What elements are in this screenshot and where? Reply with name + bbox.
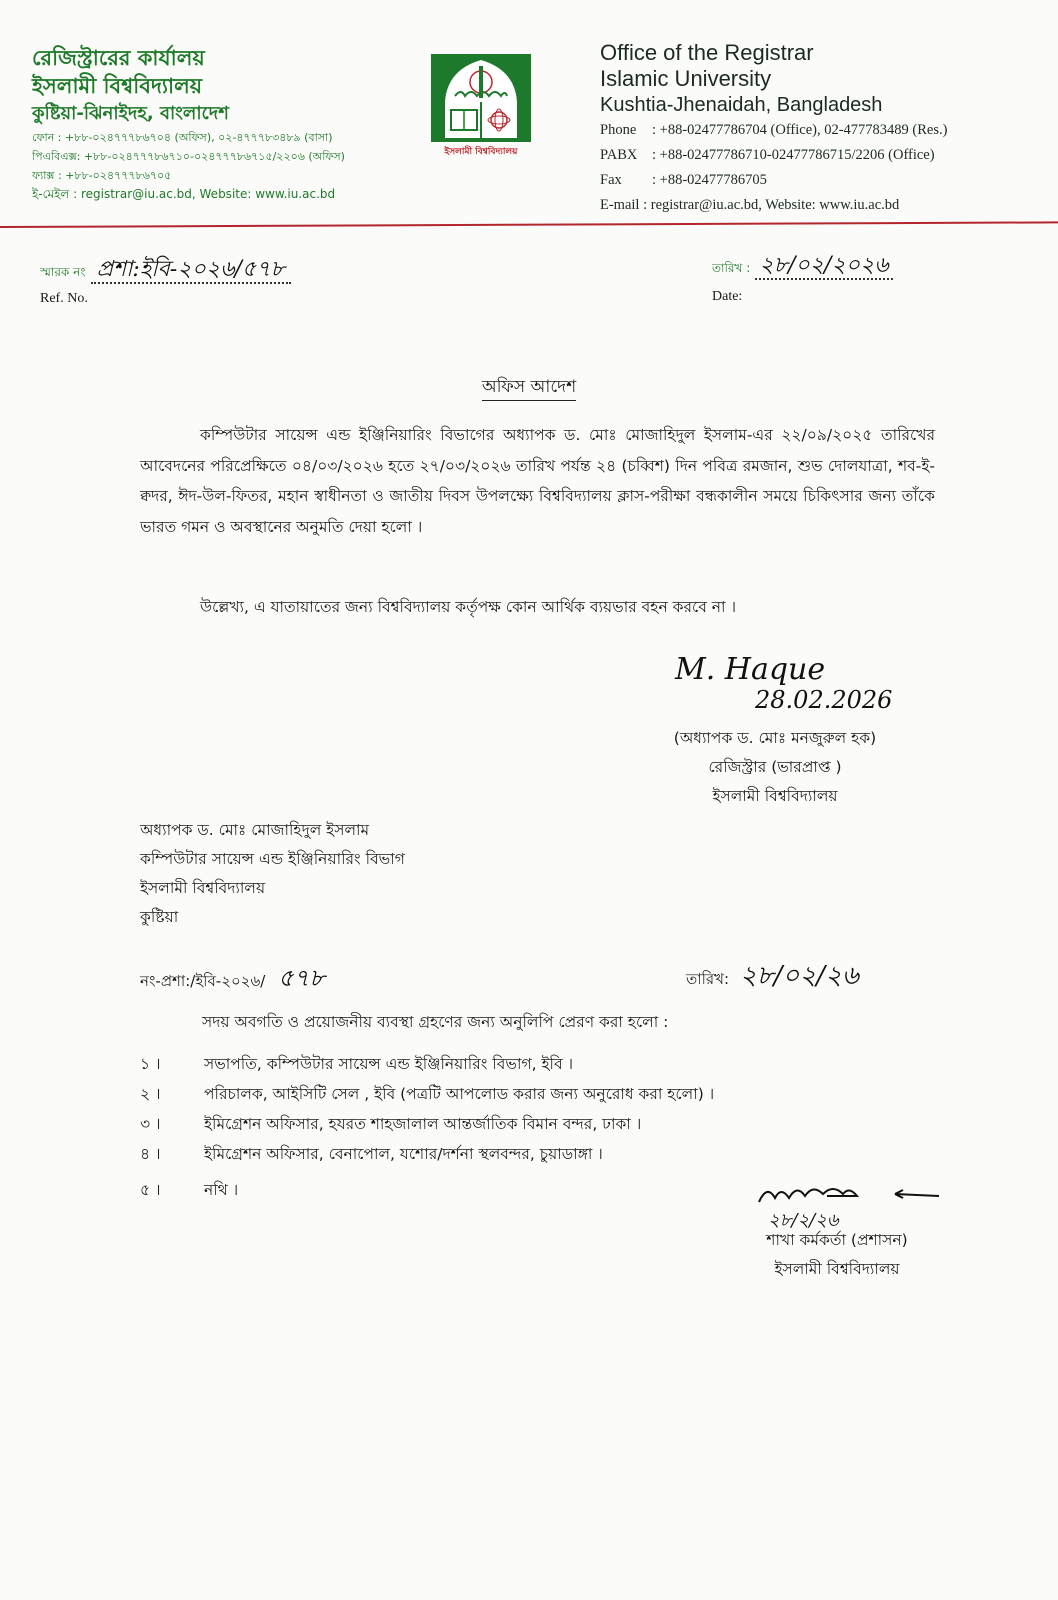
list-item bbox=[140, 1082, 714, 1108]
copy-intro: সদয় অবগতি ও প্রয়োজনীয় ব্যবস্থা গ্রহণের জন্য অনুলিপি প্রেরণ করা হলো : bbox=[202, 1013, 669, 1031]
list-item-text: সভাপতি, কম্পিউটার সায়েন্স এন্ড ইঞ্জিনিয়ারিং বিভাগ, ইবি । bbox=[204, 1055, 574, 1073]
body-paragraph-2: উল্লেখ্য, এ যাতায়াতের জন্য বিশ্ববিদ্যালয় কর্তৃপক্ষ কোন আর্থিক ব্যয়ভার বহন করবে না । bbox=[200, 598, 736, 616]
officer-institution: ইসলামী বিশ্ববিদ্যালয় bbox=[774, 1260, 900, 1278]
fax-label: Fax bbox=[600, 172, 622, 188]
university-logo bbox=[425, 52, 537, 158]
list-item-text: নথি । bbox=[204, 1181, 239, 1199]
pabx-en bbox=[600, 143, 1040, 168]
office-name-bn: রেজিস্ট্রারের কার্যালয় bbox=[32, 46, 205, 70]
phone-en bbox=[600, 118, 1040, 143]
list-item-text: ইমিগ্রেশন অফিসার, হযরত শাহজালাল আন্তর্জাতিক বিমান বন্দর, ঢাকা । bbox=[204, 1115, 642, 1133]
copy-memo-number bbox=[140, 960, 325, 1000]
list-item-number: ৪ । bbox=[140, 1145, 161, 1163]
fax-bn: ফ্যাক্স : +৮৮-০২৪৭৭৭৮৬৭০৫ bbox=[32, 169, 172, 182]
copy-date-value: ২৮/০২/২৬ bbox=[739, 961, 859, 991]
fax-en bbox=[600, 168, 1040, 193]
memo-label: নং-প্রশা:/ইবি-২০২৬/ bbox=[140, 972, 266, 990]
university-name-bn: ইসলামী বিশ্ববিদ্যালয় bbox=[32, 74, 203, 98]
header-divider bbox=[0, 221, 1058, 228]
registrar-institution: ইসলামী বিশ্ববিদ্যালয় bbox=[712, 787, 838, 805]
phone-label: Phone bbox=[600, 122, 637, 138]
logo-caption: ইসলামী বিশ্ববিদ্যালয় bbox=[444, 147, 518, 157]
ref-label-en: Ref. No. bbox=[40, 291, 88, 306]
date-value: ২৮/০২/২০২৬ bbox=[755, 253, 892, 280]
header-english bbox=[600, 40, 1040, 218]
recipient-line: অধ্যাপক ড. মোঃ মোজাহিদুল ইসলাম bbox=[140, 821, 370, 839]
officer-initials-date: ২৮/২/২৬ bbox=[768, 1210, 839, 1231]
date-label-en: Date: bbox=[712, 289, 743, 304]
header-bangla bbox=[32, 44, 412, 204]
fax-value: : +88-02477786705 bbox=[652, 172, 767, 188]
email-en bbox=[600, 193, 1040, 218]
list-item bbox=[140, 1178, 238, 1204]
phone-value: : +88-02477786704 (Office), 02-477783489 (Res.) bbox=[652, 122, 948, 138]
university-emblem-icon bbox=[425, 52, 537, 158]
list-item-text: ইমিগ্রেশন অফিসার, বেনাপোল, যশোর/দর্শনা স্থলবন্দর, চুয়াডাঙ্গা । bbox=[204, 1145, 603, 1163]
office-name-en: Office of the Registrar bbox=[600, 40, 814, 65]
registrar-designation: রেজিস্ট্রার (ভারপ্রাপ্ত ) bbox=[708, 758, 842, 776]
date bbox=[712, 248, 893, 305]
body-paragraph-1: কম্পিউটার সায়েন্স এন্ড ইঞ্জিনিয়ারিং বিভাগের অধ্যাপক ড. মোঃ মোজাহিদুল ইসলাম-এর ২২/০৯/২০২৫ তারিখের আবেদনের পরিপ্রেক্ষিতে ০৪/০৩/২০২৬ হতে ২৭/০৩/২০২৬ তারিখ পর্যন্ত ২৪ (চব্বিশ) দিন পবিত্র রমজান, শুভ দোলযাত্রা, শব-ই-ক্বদর, ঈদ-উল-ফিতর, মহান স্বাধীনতা ও জাতীয় দিবস উপলক্ষ্যে বিশ্ববিদ্যালয় ক্লাস-পরীক্ষা বন্ধকালীন সময়ে চিকিৎসার জন্য তাঁকে ভারত গমন ও অবস্থানের অনুমতি দেয়া হলো । bbox=[140, 426, 935, 536]
location-en: Kushtia-Jhenaidah, Bangladesh bbox=[600, 94, 883, 116]
email-value: : registrar@iu.ac.bd, Website: www.iu.ac.bd bbox=[643, 197, 900, 213]
recipient-address bbox=[140, 816, 405, 932]
office-order-title: অফিস আদেশ bbox=[482, 377, 576, 401]
registrar-signature: M. Haque bbox=[675, 652, 826, 687]
list-item-number: ২ । bbox=[140, 1085, 161, 1103]
phone-bn: ফোন : +৮৮-০২৪৭৭৭৮৬৭০৪ (অফিস), ০২-৪৭৭৭৮৩৪৮৯ (বাসা) bbox=[32, 131, 333, 144]
registrar-signature-date: 28.02.2026 bbox=[755, 686, 893, 714]
ref-number bbox=[40, 252, 291, 307]
list-item bbox=[140, 1112, 641, 1138]
recipient-line: কুষ্টিয়া bbox=[140, 908, 179, 926]
email-bn: ই-মেইল : registrar@iu.ac.bd, Website: www.iu.ac.bd bbox=[32, 187, 336, 201]
location-bn: কুষ্টিয়া-ঝিনাইদহ, বাংলাদেশ bbox=[32, 103, 229, 124]
date-label-bn: তারিখ : bbox=[712, 261, 751, 275]
university-name-en: Islamic University bbox=[600, 66, 772, 91]
recipient-line: ইসলামী বিশ্ববিদ্যালয় bbox=[140, 879, 266, 897]
signature-block bbox=[640, 724, 910, 811]
list-item bbox=[140, 1052, 573, 1078]
list-item-number: ১ । bbox=[140, 1055, 161, 1073]
pabx-value: : +88-02477786710-02477786715/2206 (Office) bbox=[652, 147, 935, 163]
pabx-bn: পিএবিএক্স: +৮৮-০২৪৭৭৭৮৬৭১০-০২৪৭৭৭৮৬৭১৫/২২০৬ (অফিস) bbox=[32, 150, 345, 163]
officer-designation: শাখা কর্মকর্তা (প্রশাসন) bbox=[766, 1231, 908, 1249]
page-title bbox=[0, 374, 1058, 402]
email-label: E-mail bbox=[600, 197, 640, 213]
copy-date bbox=[686, 955, 859, 999]
list-item-number: ৫ । bbox=[140, 1181, 161, 1199]
copy-date-label: তারিখ: bbox=[686, 970, 730, 988]
pabx-label: PABX bbox=[600, 147, 638, 163]
ref-value: প্রশা:ইবি-২০২৬/৫৭৮ bbox=[91, 257, 291, 284]
list-item-text: পরিচালক, আইসিটি সেল , ইবি (পত্রটি আপলোড করার জন্য অনুরোধ করা হলো) । bbox=[204, 1085, 715, 1103]
list-item-number: ৩ । bbox=[140, 1115, 161, 1133]
recipient-line: কম্পিউটার সায়েন্স এন্ড ইঞ্জিনিয়ারিং বিভাগ bbox=[140, 850, 405, 868]
officer-block bbox=[742, 1226, 932, 1284]
list-item bbox=[140, 1142, 603, 1168]
memo-number: ৫৭৮ bbox=[278, 964, 325, 992]
registrar-name: (অধ্যাপক ড. মোঃ মনজুরুল হক) bbox=[673, 729, 877, 747]
ref-label-bn: স্মারক নং bbox=[40, 265, 86, 279]
